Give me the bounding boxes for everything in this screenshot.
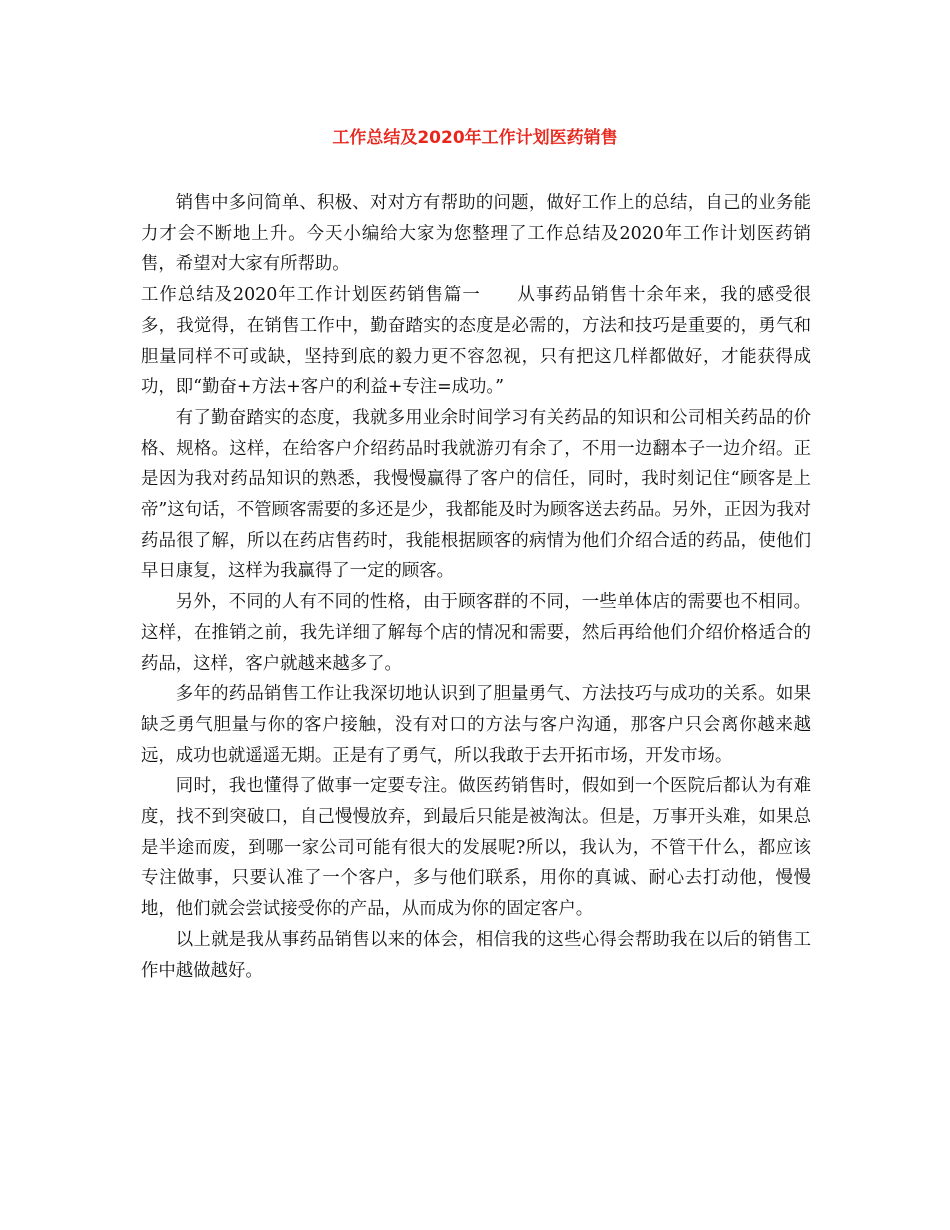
paragraph-section-one: 工作总结及2020年工作计划医药销售篇一 从事药品销售十余年来，我的感受很多，我觉得，在销售工作中，勤奋踏实的态度是必需的，方法和技巧是重要的，勇气和胆量同样不可或缺，坚持到底的毅力更不容忽视，只有把这几样都做好，才能获得成功，即“勤奋+方法+客户的利益+专注=成功。” [141, 285, 811, 398]
paragraph-customer-needs: 另外，不同的人有不同的性格，由于顾客群的不同，一些单体店的需要也不相同。这样，在推销之前，我先详细了解每个店的情况和需要，然后再给他们介绍价格适合的药品，这样，客户就越来越多了。 [141, 592, 811, 674]
document-body [141, 188, 811, 986]
document-title: 工作总结及2020年工作计划医药销售 [332, 128, 618, 148]
paragraph-intro: 销售中多问简单、积极、对对方有帮助的问题，做好工作上的总结，自己的业务能力才会不断地上升。今天小编给大家为您整理了工作总结及2020年工作计划医药销售，希望对大家有所帮助。 [141, 193, 811, 275]
paragraph-focus: 同时，我也懂得了做事一定要专注。做医药销售时，假如到一个医院后都认为有难度，找不到突破口，自己慢慢放弃，到最后只能是被淘汰。但是，万事开头难，如果总是半途而废，到哪一家公司可能有很大的发展呢?所以，我认为，不管干什么，都应该专注做事，只要认准了一个客户，多与他们联系，用你的真诚、耐心去打动他，慢慢地，他们就会尝试接受你的产品，从而成为你的固定客户。 [141, 776, 811, 920]
paragraph-diligence: 有了勤奋踏实的态度，我就多用业余时间学习有关药品的知识和公司相关药品的价格、规格。这样，在给客户介绍药品时我就游刃有余了，不用一边翻本子一边介绍。正是因为我对药品知识的熟悉，我慢慢赢得了客户的信任，同时，我时刻记住“顾客是上帝”这句话，不管顾客需要的多还是少，我都能及时为顾客送去药品。另外，正因为我对药品很了解，所以在药店售药时，我能根据顾客的病情为他们介绍合适的药品，使他们早日康复，这样为我赢得了一定的顾客。 [141, 407, 811, 582]
paragraph-courage: 多年的药品销售工作让我深切地认识到了胆量勇气、方法技巧与成功的关系。如果缺乏勇气胆量与你的客户接触，没有对口的方法与客户沟通，那客户只会离你越来越远，成功也就遥遥无期。正是有了勇气，所以我敢于去开拓市场，开发市场。 [141, 684, 811, 766]
paragraph-conclusion: 以上就是我从事药品销售以来的体会，相信我的这些心得会帮助我在以后的销售工作中越做越好。 [141, 929, 811, 981]
